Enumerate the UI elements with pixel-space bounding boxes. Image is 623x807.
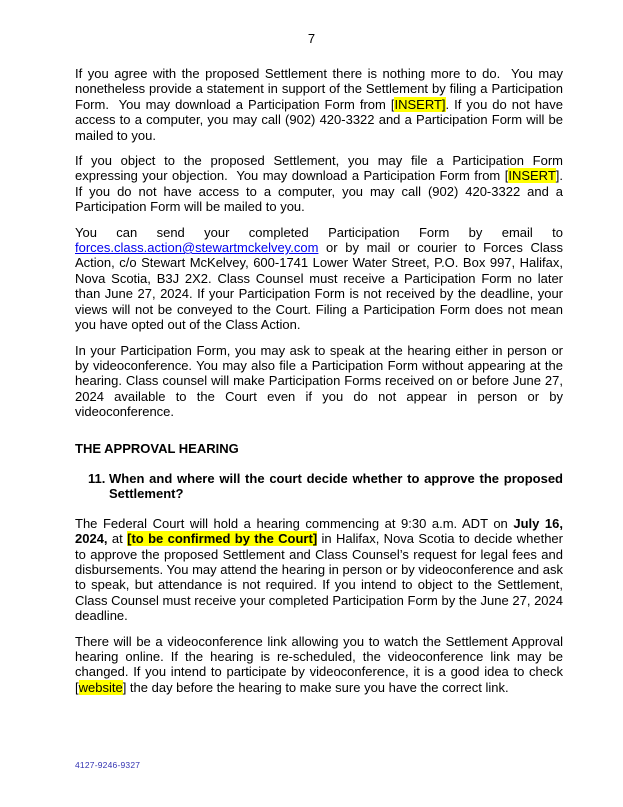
text-segment: The Federal Court will hold a hearing commencing at 9:30 a.m. ADT on [75,515,514,531]
text-segment: ] the day before the hearing to make sure you have the correct link. [122,679,509,695]
text-segment: . If you do not have access to a computer, you may call (902) 420-3322 and a Participation Form will be mailed to you. [75,96,564,143]
text-segment: If you object to the proposed Settlement, you may file a Participation Form expressing your objection. You may download a Participation Form from [ [75,153,563,184]
email-link[interactable]: forces.class.action@stewartmckelvey.com [75,240,319,256]
paragraph-object-settlement [75,153,563,215]
page-number: 7 [307,31,316,46]
paragraph-send-form [75,225,563,333]
text-segment: July 16, 2024, [75,515,563,547]
section-heading-approval-hearing: THE APPROVAL HEARING [75,440,239,456]
highlighted-text: website [78,679,123,695]
document-content [75,66,563,705]
text-segment: In your Participation Form, you may ask to speak at the hearing either in person or by videoconference. You may also file a Participation Form without appearing at the hearing. Class counsel will make Participation Forms received on or before June 27, 2024 available to the Court even if you do not appear in person or by videoconference. [75,342,563,420]
question-text: When and where will the court decide whether to approve the proposed Settlement? [109,470,563,502]
paragraph-agree-settlement [75,66,563,143]
text-segment: If you agree with the proposed Settlement there is nothing more to do. You may nonetheless provide a statement in support of the Settlement by filing a Participation Form. You may download a Participation Form from [ [75,66,563,112]
text-segment: There will be a videoconference link allowing you to watch the Settlement Approval hearing online. If the hearing is re-scheduled, the videoconference link may be changed. If you intend to participate by videoconference, it is a good idea to check [ [75,633,563,695]
question-number: 11. [88,470,106,486]
highlighted-text: INSERT] [394,96,446,112]
text-segment: at [107,531,128,547]
paragraph-videoconference-link [75,634,563,696]
paragraph-hearing-details [75,516,563,624]
highlighted-text: INSERT [508,168,556,184]
highlighted-text: [to be confirmed by the Court] [127,531,318,547]
document-id-footer: 4127-9246-9327 [75,760,141,770]
text-segment: ]. If you do not have access to a computer, you may call (902) 420-3322 and a Participation Form will be mailed to you. [75,168,563,215]
question-11 [75,471,563,502]
text-segment: You can send your completed Participation Form by email to [75,224,563,240]
text-segment: or by mail or courier to Forces Class Action, c/o Stewart McKelvey, 600-1741 Lower Water Street, P.O. Box 997, Halifax, Nova Scotia, B3J 2X2. Class Counsel must receive a Participation Form no later than June 27, 2024. If your Participation Form is not received by the deadline, your views will not be conveyed to the Court. Filing a Participation Form does not mean you have opted out of the Class Action. [75,240,563,333]
paragraph-speak-at-hearing [75,343,563,420]
text-segment: in Halifax, Nova Scotia to decide whether to approve the proposed Settlement and Class Counsel’s request for legal fees and disbursements. You may attend the hearing in person or by videoconference and ask to speak, but attendance is not required. If you intend to object to the Settlement, Class Counsel must receive your completed Participation Form by the June 27, 2024 deadline. [75,531,563,624]
